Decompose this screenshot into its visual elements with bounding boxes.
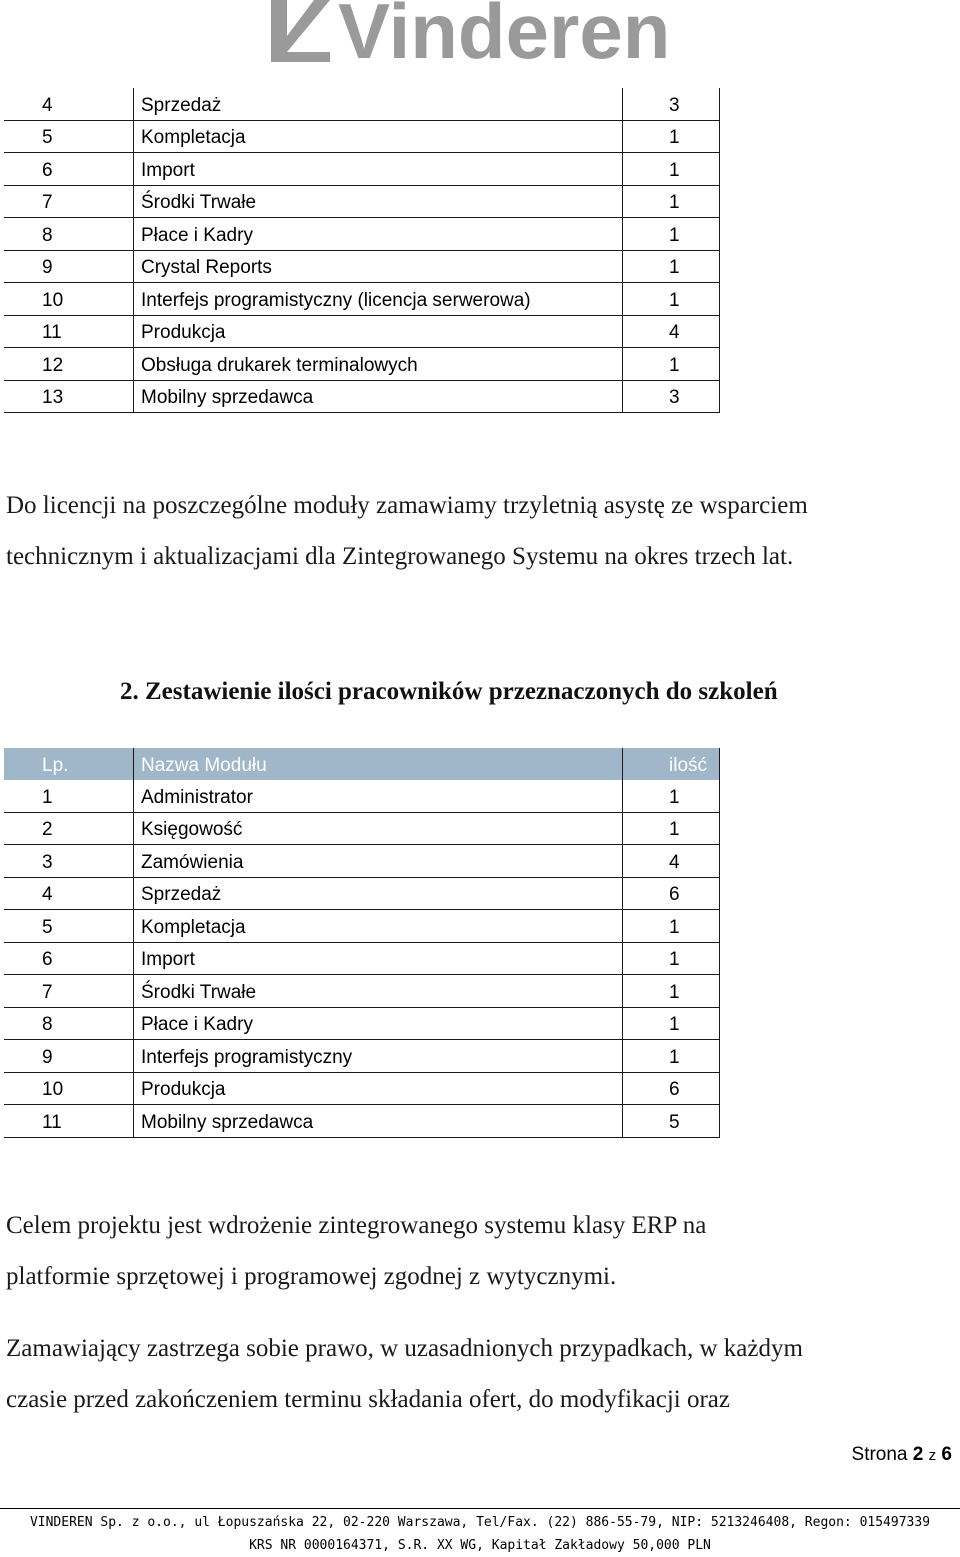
row-number: 8 [4, 218, 134, 251]
module-name: Płace i Kadry [134, 1007, 623, 1040]
quantity: 1 [623, 218, 720, 251]
page-number [852, 1444, 952, 1466]
module-name: Administrator [134, 780, 623, 812]
section-heading: 2. Zestawienie ilości pracowników przeznaczonych do szkoleń [120, 678, 778, 705]
header-lp: Lp. [4, 748, 134, 780]
table-row [4, 942, 720, 975]
page-prefix: Strona [851, 1444, 908, 1465]
logo-text: Vinderen [338, 0, 671, 66]
module-name: Zamówienia [134, 845, 623, 878]
quantity: 1 [623, 120, 720, 153]
footer-company-info: VINDEREN Sp. z o.o., ul Łopuszańska 22, 02-220 Warszawa, Tel/Fax. (22) 886-55-79, NIP: 5213246408, Regon: 015497339 [29, 1515, 931, 1530]
module-name: Sprzedaż [134, 88, 623, 120]
row-number: 2 [4, 812, 134, 845]
paragraph-line: Do licencji na poszczególne moduły zamawiamy trzyletnią asystę ze wsparciem [6, 492, 808, 519]
paragraph-line: Celem projektu jest wdrożenie zintegrowanego systemu klasy ERP na [6, 1212, 707, 1239]
quantity: 1 [623, 153, 720, 186]
module-name: Środki Trwałe [134, 975, 623, 1008]
modules-license-table [4, 88, 720, 413]
page-total: 6 [941, 1444, 952, 1465]
license-support-paragraph [6, 480, 956, 582]
table-row [4, 315, 720, 348]
quantity: 1 [623, 910, 720, 943]
row-number: 4 [4, 88, 134, 120]
module-name: Obsługa drukarek terminalowych [134, 348, 623, 381]
table-row [4, 283, 720, 316]
quantity: 6 [623, 877, 720, 910]
module-name: Kompletacja [134, 120, 623, 153]
table-row [4, 185, 720, 218]
row-number: 10 [4, 283, 134, 316]
module-name: Produkcja [134, 315, 623, 348]
row-number: 4 [4, 877, 134, 910]
quantity: 4 [623, 845, 720, 878]
vinderen-logo [268, 0, 692, 66]
row-number: 3 [4, 845, 134, 878]
table-row [4, 250, 720, 283]
module-name: Płace i Kadry [134, 218, 623, 251]
quantity: 1 [623, 780, 720, 812]
header-module-name: Nazwa Modułu [134, 748, 623, 780]
row-number: 12 [4, 348, 134, 381]
module-name: Interfejs programistyczny (licencja serwerowa) [134, 283, 623, 316]
row-number: 1 [4, 780, 134, 812]
quantity: 1 [623, 283, 720, 316]
paragraph-line: technicznym i aktualizacjami dla Zintegrowanego Systemu na okres trzech lat. [6, 543, 794, 570]
quantity: 3 [623, 88, 720, 120]
table-row [4, 348, 720, 381]
table-row [4, 812, 720, 845]
quantity: 1 [623, 1040, 720, 1073]
module-name: Środki Trwałe [134, 185, 623, 218]
module-name: Mobilny sprzedawca [134, 1105, 623, 1138]
logo-graphic [268, 0, 692, 66]
quantity: 1 [623, 185, 720, 218]
quantity: 5 [623, 1105, 720, 1138]
page-sep: z [928, 1447, 937, 1464]
quantity: 1 [623, 975, 720, 1008]
table-row [4, 1007, 720, 1040]
table-row [4, 877, 720, 910]
table-row [4, 1040, 720, 1073]
row-number: 6 [4, 153, 134, 186]
table-row [4, 153, 720, 186]
row-number: 5 [4, 910, 134, 943]
module-name: Interfejs programistyczny [134, 1040, 623, 1073]
header-quantity: ilość [623, 748, 720, 780]
footer-divider [0, 1508, 960, 1509]
table-row [4, 780, 720, 812]
row-number: 11 [4, 315, 134, 348]
paragraph-line: Zamawiający zastrzega sobie prawo, w uzasadnionych przypadkach, w każdym [6, 1335, 803, 1362]
module-name: Import [134, 153, 623, 186]
quantity: 1 [623, 348, 720, 381]
module-name: Mobilny sprzedawca [134, 380, 623, 413]
module-name: Produkcja [134, 1072, 623, 1105]
quantity: 1 [623, 250, 720, 283]
row-number: 9 [4, 250, 134, 283]
module-name: Kompletacja [134, 910, 623, 943]
row-number: 7 [4, 185, 134, 218]
table-row [4, 120, 720, 153]
quantity: 6 [623, 1072, 720, 1105]
table-row [4, 218, 720, 251]
paragraph-line: czasie przed zakończeniem terminu składania ofert, do modyfikacji oraz [6, 1386, 730, 1413]
quantity: 4 [623, 315, 720, 348]
row-number: 9 [4, 1040, 134, 1073]
page-current: 2 [912, 1444, 924, 1465]
project-goal-paragraph [6, 1200, 956, 1302]
module-name: Sprzedaż [134, 877, 623, 910]
table-row [4, 1105, 720, 1138]
table-row [4, 88, 720, 120]
table-row [4, 975, 720, 1008]
table-row [4, 1072, 720, 1105]
module-name: Crystal Reports [134, 250, 623, 283]
quantity: 1 [623, 942, 720, 975]
row-number: 5 [4, 120, 134, 153]
quantity: 1 [623, 1007, 720, 1040]
quantity: 3 [623, 380, 720, 413]
row-number: 7 [4, 975, 134, 1008]
table-row [4, 380, 720, 413]
row-number: 11 [4, 1105, 134, 1138]
table-header-row [4, 748, 720, 780]
row-number: 6 [4, 942, 134, 975]
row-number: 10 [4, 1072, 134, 1105]
table-row [4, 910, 720, 943]
quantity: 1 [623, 812, 720, 845]
row-number: 8 [4, 1007, 134, 1040]
paragraph-line: platformie sprzętowej i programowej zgodnej z wytycznymi. [6, 1263, 617, 1290]
table-row [4, 845, 720, 878]
footer-registration-info: KRS NR 0000164371, S.R. XX WG, Kapitał Zakładowy 50,000 PLN [249, 1538, 711, 1553]
reservation-paragraph [6, 1323, 956, 1425]
module-name: Księgowość [134, 812, 623, 845]
training-staff-table [4, 748, 720, 1138]
module-name: Import [134, 942, 623, 975]
row-number: 13 [4, 380, 134, 413]
